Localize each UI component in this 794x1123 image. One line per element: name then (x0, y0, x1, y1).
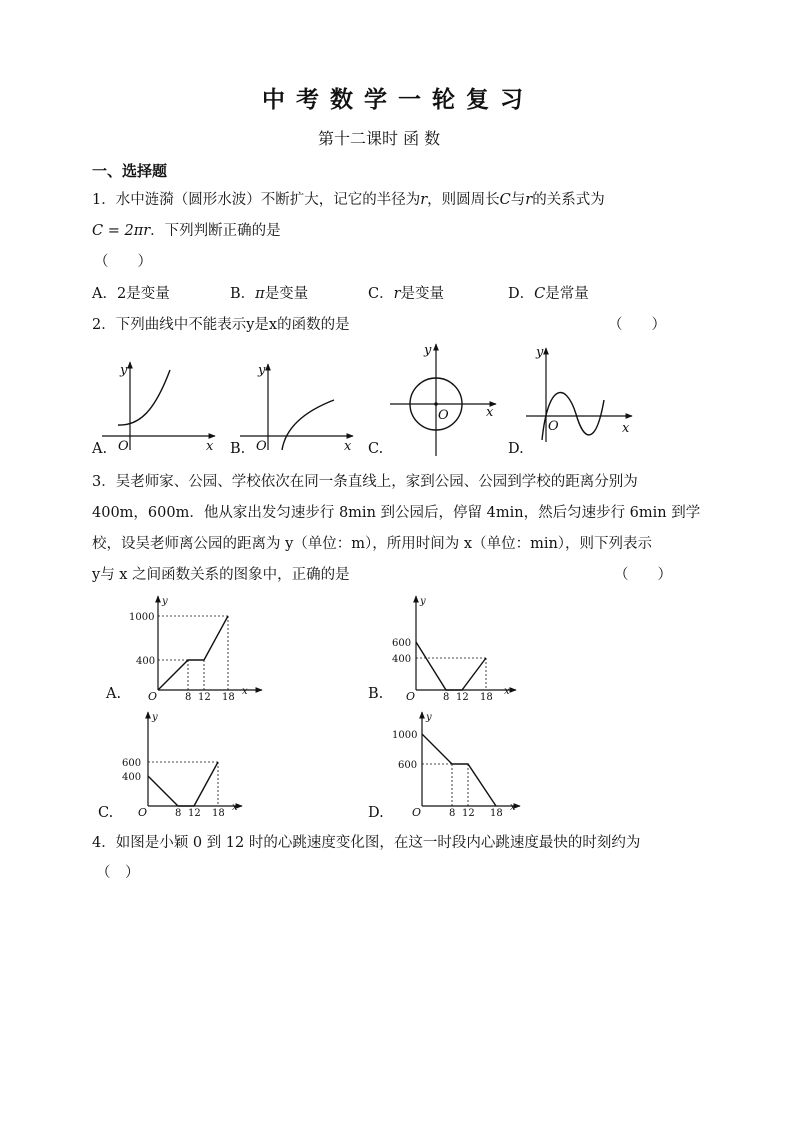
q3-answer-blank[interactable]: （ ） (614, 567, 672, 583)
tick-600: 600 (122, 758, 142, 769)
origin-label: O (138, 806, 148, 819)
distance-line (158, 616, 228, 690)
q3-label-d: D. (368, 805, 384, 821)
y-label: y (426, 712, 432, 723)
y-label: y (420, 596, 426, 607)
tick-12: 12 (456, 692, 469, 703)
q4-stem: 4．如图是小颖 0 到 12 时的心跳速度变化图，在这一时段内心跳速度最快的时刻约为 (92, 835, 641, 851)
q3-graph-a (128, 592, 268, 702)
option-letter: B． (230, 286, 256, 302)
q1-text-c: 与 (510, 192, 526, 208)
q3-line2: 400m，600m．他从家出发匀速步行 8min 到公园后，停留 4min，然后匀速步行 6min 到学 (92, 505, 701, 521)
q3-label-c: C. (98, 805, 114, 821)
tick-18: 18 (480, 692, 493, 703)
y-label: y (152, 712, 158, 723)
tick-12: 12 (462, 808, 475, 819)
x-label: x (344, 439, 352, 454)
q2-graph-a (100, 350, 220, 460)
origin-label: O (118, 439, 129, 454)
tick-8: 8 (449, 808, 456, 819)
q2-label-c: C. (368, 441, 384, 457)
q4-answer-blank[interactable]: （ ） (96, 865, 140, 881)
q2-graph-c (380, 338, 500, 458)
q3-graph-c (118, 708, 258, 818)
q1-option-d[interactable] (508, 287, 589, 302)
q3-label-b: B. (368, 686, 384, 702)
y-label: y (536, 345, 544, 360)
lesson-subtitle: 第十二课时 函 数 (318, 129, 441, 148)
tick-600: 600 (392, 638, 412, 649)
q1-text-a: 1．水中涟漪（圆形水波）不断扩大，记它的半径为 (92, 192, 421, 208)
y-label: y (424, 343, 432, 358)
x-label: x (242, 686, 248, 697)
q3-graph-b (390, 592, 530, 702)
q2-graph-d (520, 342, 640, 452)
distance-line (422, 734, 496, 806)
tick-600: 600 (398, 760, 418, 771)
center-point (434, 402, 438, 406)
tick-18: 18 (212, 808, 225, 819)
option-letter: C． (368, 286, 394, 302)
y-label: y (120, 363, 128, 378)
q3-label-a: A. (106, 686, 122, 702)
option-var: r (393, 286, 401, 302)
tick-8: 8 (175, 808, 182, 819)
option-text: 2是变量 (116, 286, 170, 302)
q1-text-e: ．下列判断正确的是 (150, 223, 281, 239)
function-curve (118, 370, 170, 425)
origin-label: O (438, 408, 449, 423)
tick-400: 400 (136, 656, 156, 667)
q1-line2 (92, 224, 281, 239)
q2-answer-blank[interactable]: （ ） (608, 317, 666, 333)
tick-1000: 1000 (129, 612, 155, 623)
q2-graph-b (238, 350, 358, 460)
x-label: x (486, 405, 494, 420)
page-title: 中考数学一轮复习 (262, 86, 534, 113)
origin-label: O (148, 690, 158, 703)
q3-graph-d (392, 708, 532, 818)
y-label: y (258, 363, 266, 378)
q2-label-d: D. (508, 441, 524, 457)
x-label: x (622, 421, 630, 436)
x-label: x (206, 439, 214, 454)
tick-12: 12 (188, 808, 201, 819)
distance-line (416, 642, 486, 690)
origin-label: O (548, 419, 559, 434)
x-label: x (232, 802, 238, 813)
q3-line1: 3．吴老师家、公园、学校依次在同一条直线上，家到公园、公园到学校的距离分别为 (92, 474, 638, 490)
option-letter: A． (92, 286, 117, 302)
origin-label: O (412, 806, 422, 819)
origin-label: O (256, 439, 267, 454)
q3-line3: 校，设吴老师离公园的距离为 y（单位：m），所用时间为 x（单位：min），则下列表示 (92, 536, 653, 552)
option-letter: D． (508, 286, 535, 302)
q3-line4: y与 x 之间函数关系的图象中，正确的是 (92, 567, 350, 583)
q1-var-r2: r (525, 192, 533, 208)
x-label: x (504, 686, 510, 697)
option-var: π (255, 286, 265, 302)
q1-answer-blank[interactable]: （ ） (94, 254, 152, 270)
tick-12: 12 (198, 692, 211, 703)
q1-var-r: r (420, 192, 428, 208)
function-curve (282, 400, 334, 450)
q2-stem: 2．下列曲线中不能表示y是x的函数的是 (92, 317, 350, 333)
q1-formula: C = 2πr (92, 223, 151, 239)
tick-400: 400 (392, 654, 412, 665)
q1-option-c[interactable] (368, 287, 444, 302)
option-text: 是变量 (400, 286, 445, 302)
tick-1000: 1000 (392, 730, 418, 741)
option-text: 是常量 (545, 286, 589, 302)
q1-option-a[interactable] (92, 287, 170, 302)
q2-label-a: A. (92, 441, 108, 457)
tick-8: 8 (443, 692, 450, 703)
tick-18: 18 (490, 808, 503, 819)
origin-label: O (406, 690, 416, 703)
option-text: 是变量 (264, 286, 309, 302)
x-label: x (510, 802, 516, 813)
distance-line (148, 762, 218, 806)
q1-line1 (92, 193, 605, 208)
section-heading: 一、选择题 (92, 162, 168, 180)
q1-text-b: ，则圆周长 (427, 192, 500, 208)
q1-var-c: C (499, 192, 511, 208)
y-label: y (162, 596, 168, 607)
q1-option-b[interactable] (230, 287, 308, 302)
q2-label-b: B. (230, 441, 246, 457)
tick-18: 18 (222, 692, 235, 703)
q1-text-d: 的关系式为 (532, 192, 605, 208)
tick-8: 8 (185, 692, 192, 703)
tick-400: 400 (122, 772, 142, 783)
option-var: C (534, 286, 546, 302)
